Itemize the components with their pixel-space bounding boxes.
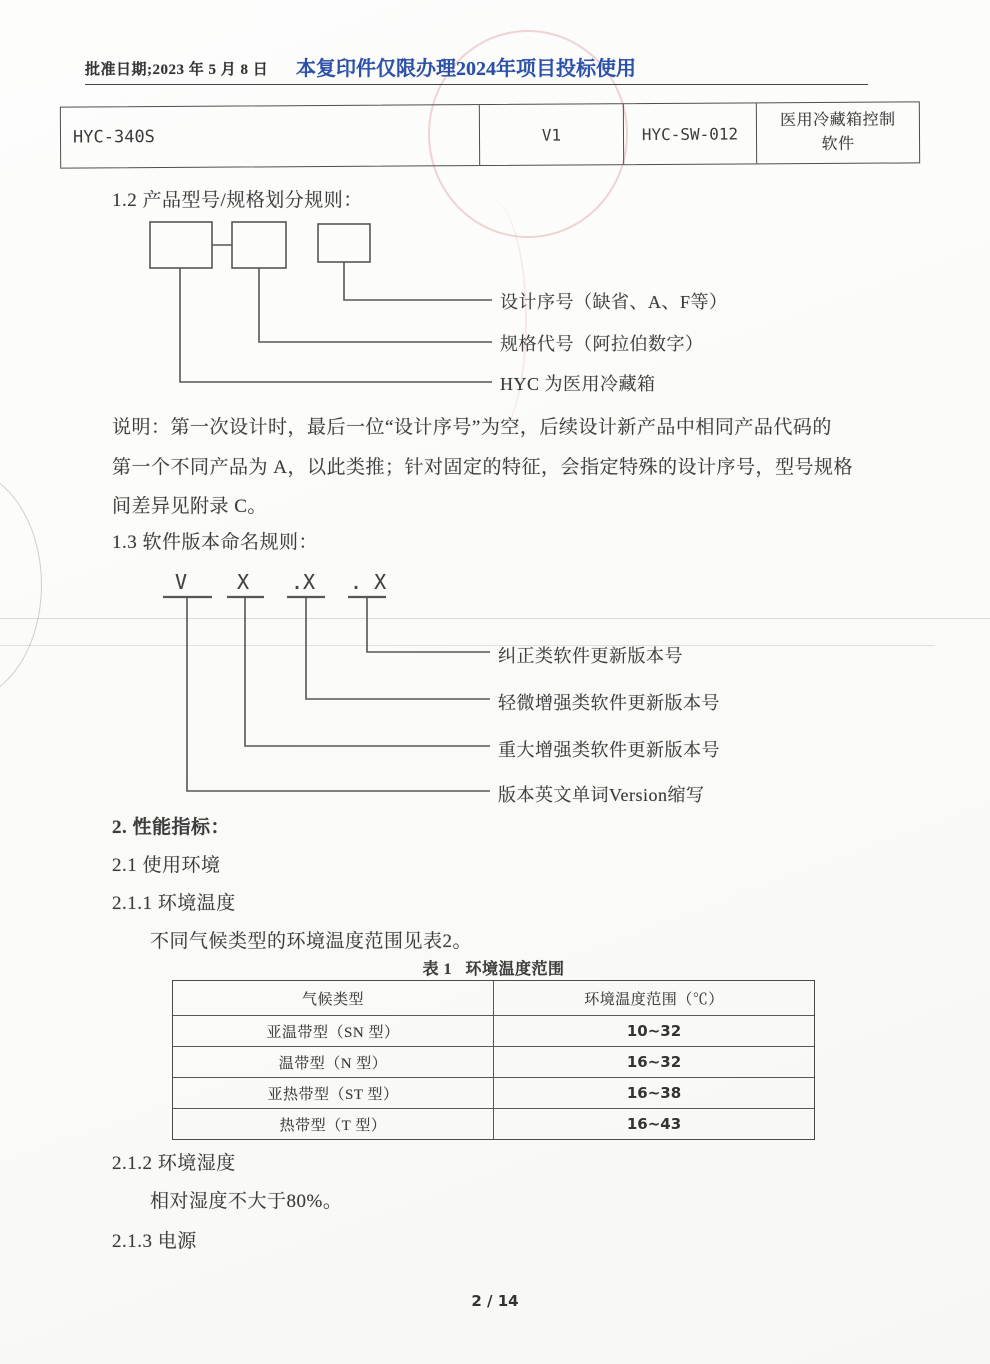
table-row <box>173 1077 814 1108</box>
spec-code-label: 规格代号（阿拉伯数字） <box>500 334 704 354</box>
design-serial-label: 设计序号（缺省、A、F等） <box>500 292 728 312</box>
temp-range-cell: 16~38 <box>626 1084 682 1102</box>
copy-restriction-notice: 本复印件仅限办理2024年项目投标使用 <box>296 58 636 80</box>
section-2-1-2-text: 相对湿度不大于80%。 <box>150 1191 343 1212</box>
section-2-1-2-title: 2.1.2 环境湿度 <box>112 1153 236 1174</box>
version-cell: V1 <box>479 104 623 165</box>
header-underline <box>85 84 868 85</box>
climate-type-header: 气候类型 <box>173 981 494 1015</box>
corrective-update-label: 纠正类软件更新版本号 <box>498 646 683 666</box>
table-row <box>173 1046 814 1077</box>
minor-enhancement-pointer-line <box>306 597 490 699</box>
version-part-x3: . X <box>350 570 387 594</box>
section-1-3-title: 1.3 软件版本命名规则： <box>112 532 319 553</box>
model-box-1 <box>150 222 212 268</box>
temp-range-header: 环境温度范围（℃） <box>584 991 724 1008</box>
major-enhancement-label: 重大增强类软件更新版本号 <box>498 740 720 760</box>
note-line-3: 间差异见附录 C。 <box>112 496 267 517</box>
climate-type-cell: 热带型（T 型） <box>173 1109 494 1139</box>
scan-artifact-arc <box>0 468 42 702</box>
document-title-line1: 医用冷藏箱控制 <box>780 111 896 130</box>
version-part-x2: .X <box>291 570 316 594</box>
version-naming-diagram <box>158 592 503 797</box>
design-serial-pointer-line <box>344 262 492 300</box>
temp-range-cell: 16~43 <box>626 1115 682 1133</box>
hyc-meaning-label: HYC 为医用冷藏箱 <box>500 374 656 394</box>
document-header-table <box>60 101 920 168</box>
section-1-2-title: 1.2 产品型号/规格划分规则： <box>112 190 363 211</box>
model-number-cell: HYC-340S <box>72 127 155 148</box>
version-abbrev-label: 版本英文单词Version缩写 <box>498 785 705 805</box>
climate-type-cell: 亚热带型（ST 型） <box>173 1078 494 1108</box>
section-2-title: 2. 性能指标： <box>112 817 231 838</box>
temp-range-cell: 10~32 <box>626 1022 682 1040</box>
page-number: 2 / 14 <box>471 1292 519 1310</box>
table-header-row <box>173 981 814 1015</box>
approval-date-text: 批准日期;2023 年 5 月 8 日 <box>85 62 269 78</box>
minor-enhancement-label: 轻微增强类软件更新版本号 <box>498 693 720 713</box>
product-model-diagram <box>140 214 510 394</box>
note-paragraph <box>112 408 912 527</box>
corrective-update-pointer-line <box>367 597 490 652</box>
ambient-temperature-table <box>172 980 815 1140</box>
note-line-1: 说明：第一次设计时，最后一位“设计序号”为空，后续设计新产品中相同产品代码的 <box>112 417 832 438</box>
section-2-1-3-title: 2.1.3 电源 <box>112 1231 197 1252</box>
table-row <box>173 1108 814 1139</box>
section-2-1-1-text: 不同气候类型的环境温度范围见表2。 <box>150 931 473 952</box>
table-row <box>173 1015 814 1046</box>
section-2-1-title: 2.1 使用环境 <box>112 855 221 876</box>
version-part-v: V <box>175 570 188 594</box>
note-line-2: 第一个不同产品为 A，以此类推；针对固定的特征，会指定特殊的设计序号，型号规格 <box>112 456 853 478</box>
document-title-line2: 软件 <box>821 135 855 153</box>
temp-range-cell: 16~32 <box>626 1053 682 1071</box>
document-title-cell <box>756 102 919 163</box>
section-2-1-1-title: 2.1.1 环境温度 <box>112 893 236 914</box>
spec-code-pointer-line <box>259 268 492 342</box>
climate-type-cell: 温带型（N 型） <box>173 1047 494 1077</box>
model-box-2 <box>232 222 286 268</box>
version-part-x1: X <box>237 570 250 594</box>
document-number-cell: HYC-SW-012 <box>623 103 756 164</box>
climate-type-cell: 亚温带型（SN 型） <box>173 1016 494 1046</box>
table-1-caption: 表 1 环境温度范围 <box>422 961 565 978</box>
model-box-3 <box>318 224 370 262</box>
version-abbrev-pointer-line <box>187 597 490 791</box>
hyc-pointer-line <box>180 268 492 382</box>
